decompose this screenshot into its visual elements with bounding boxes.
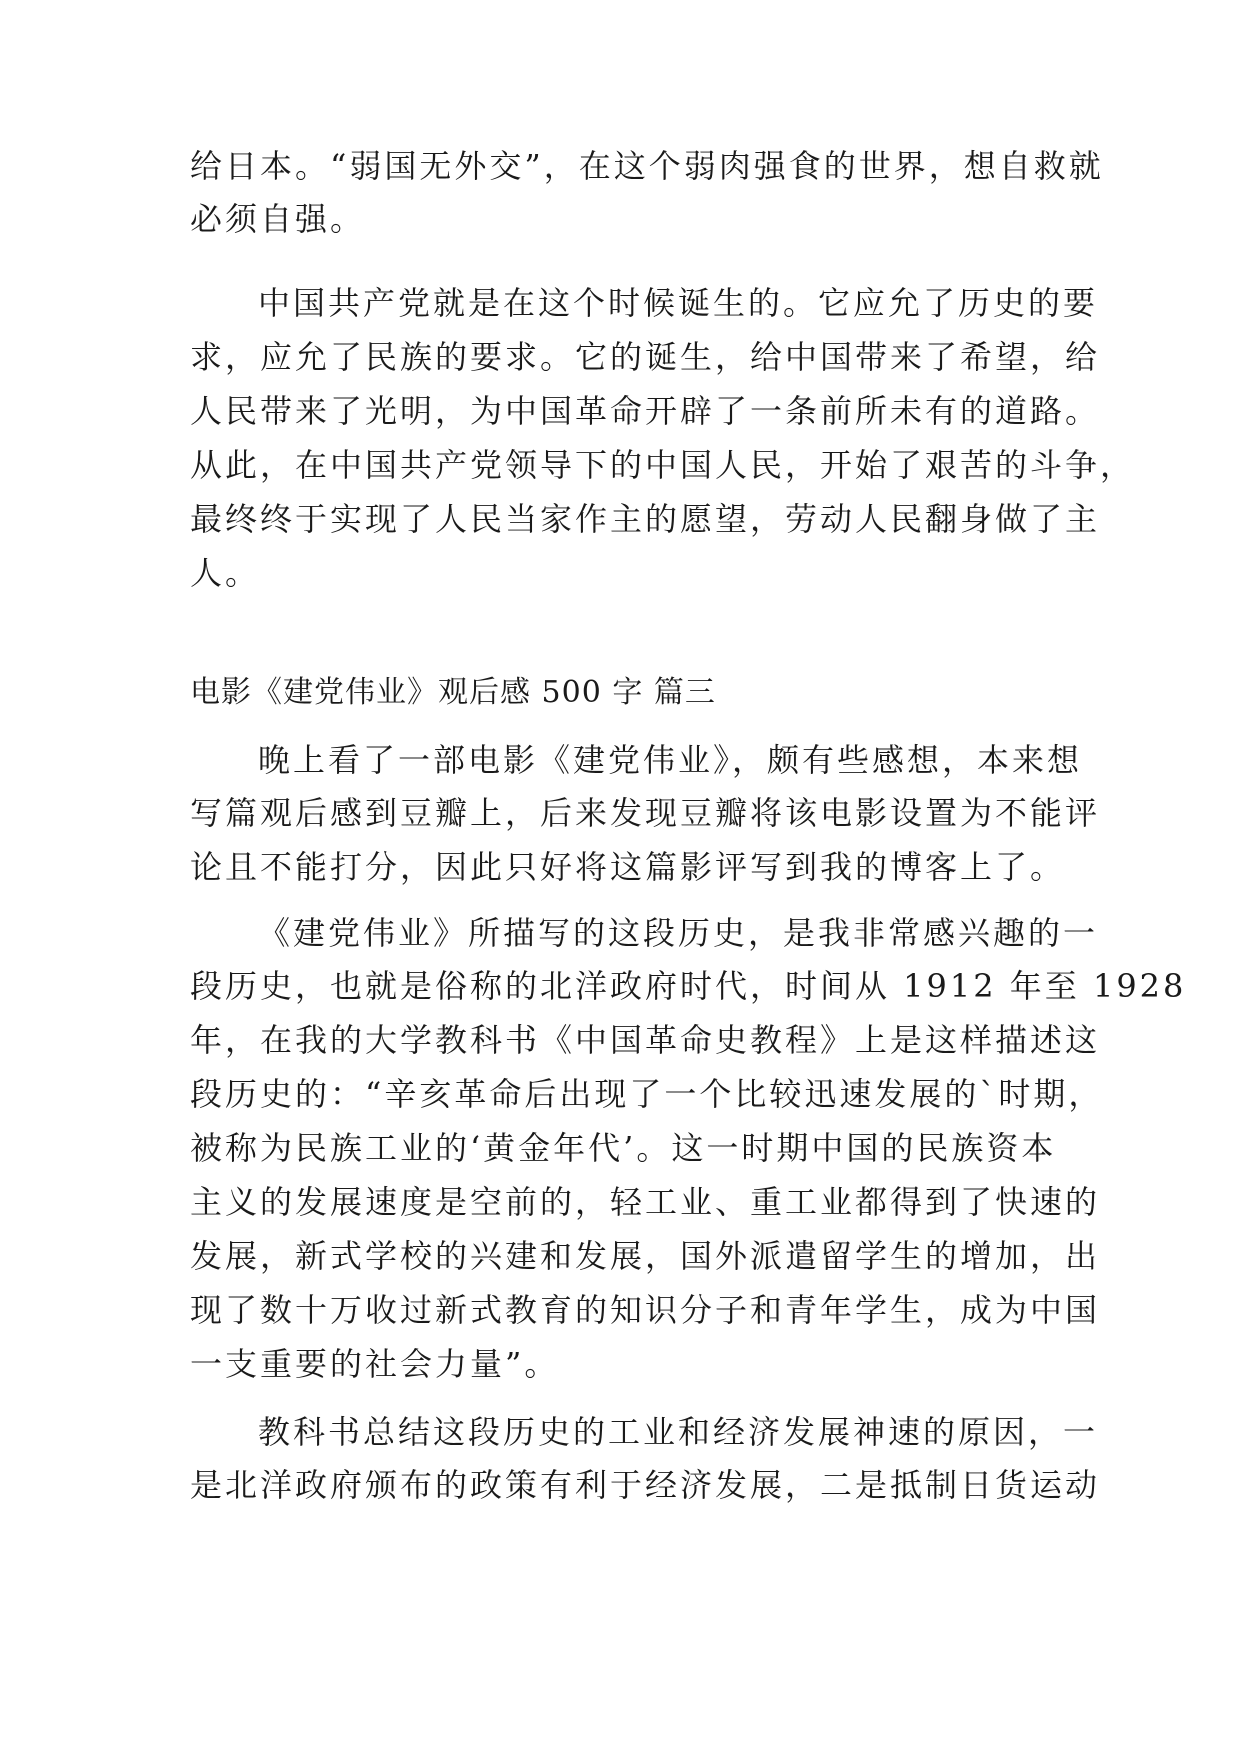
body-text-line: 被称为民族工业的‘黄金年代’。这一时期中国的民族资本 — [190, 1129, 1057, 1167]
body-text-line: 最终终于实现了人民当家作主的愿望，劳动人民翻身做了主 — [190, 500, 1101, 538]
body-text-line: 求，应允了民族的要求。它的诞生，给中国带来了希望，给 — [190, 338, 1101, 376]
body-text-line: 发展，新式学校的兴建和发展，国外派遣留学生的增加，出 — [190, 1237, 1101, 1275]
paragraph-first-line: 教科书总结这段历史的工业和经济发展神速的原因，一 — [258, 1413, 1099, 1451]
paragraph-first-line: 中国共产党就是在这个时候诞生的。它应允了历史的要 — [258, 284, 1099, 322]
body-text-line: 写篇观后感到豆瓣上，后来发现豆瓣将该电影设置为不能评 — [190, 794, 1101, 832]
section-heading: 电影《建党伟业》观后感 500 字 篇三 — [190, 675, 716, 710]
paragraph-first-line: 《建党伟业》所描写的这段历史，是我非常感兴趣的一 — [258, 914, 1099, 952]
body-text-line: 段历史的：“辛亥革命后出现了一个比较迅速发展的`时期， — [190, 1075, 1104, 1113]
body-text-line: 主义的发展速度是空前的，轻工业、重工业都得到了快速的 — [190, 1183, 1101, 1221]
body-text-line: 段历史，也就是俗称的北洋政府时代，时间从 1912 年至 1928 — [190, 967, 1187, 1005]
body-text-line: 人民带来了光明，为中国革命开辟了一条前所未有的道路。 — [190, 392, 1101, 430]
body-text-line: 是北洋政府颁布的政策有利于经济发展，二是抵制日货运动 — [190, 1466, 1101, 1504]
body-text-line: 现了数十万收过新式教育的知识分子和青年学生，成为中国 — [190, 1291, 1101, 1329]
paragraph-first-line: 晚上看了一部电影《建党伟业》，颇有些感想，本来想 — [258, 741, 1083, 779]
body-text-line: 从此，在中国共产党领导下的中国人民，开始了艰苦的斗争， — [190, 446, 1136, 484]
body-text-line: 论且不能打分，因此只好将这篇影评写到我的博客上了。 — [190, 848, 1066, 886]
body-text-line: 人。 — [190, 554, 261, 592]
body-text-line: 给日本。“弱国无外交”，在这个弱肉强食的世界，想自救就 — [190, 147, 1104, 185]
body-text-line: 年，在我的大学教科书《中国革命史教程》上是这样描述这 — [190, 1021, 1101, 1059]
body-text-line: 一支重要的社会力量”。 — [190, 1345, 560, 1383]
body-text-line: 必须自强。 — [190, 200, 366, 238]
